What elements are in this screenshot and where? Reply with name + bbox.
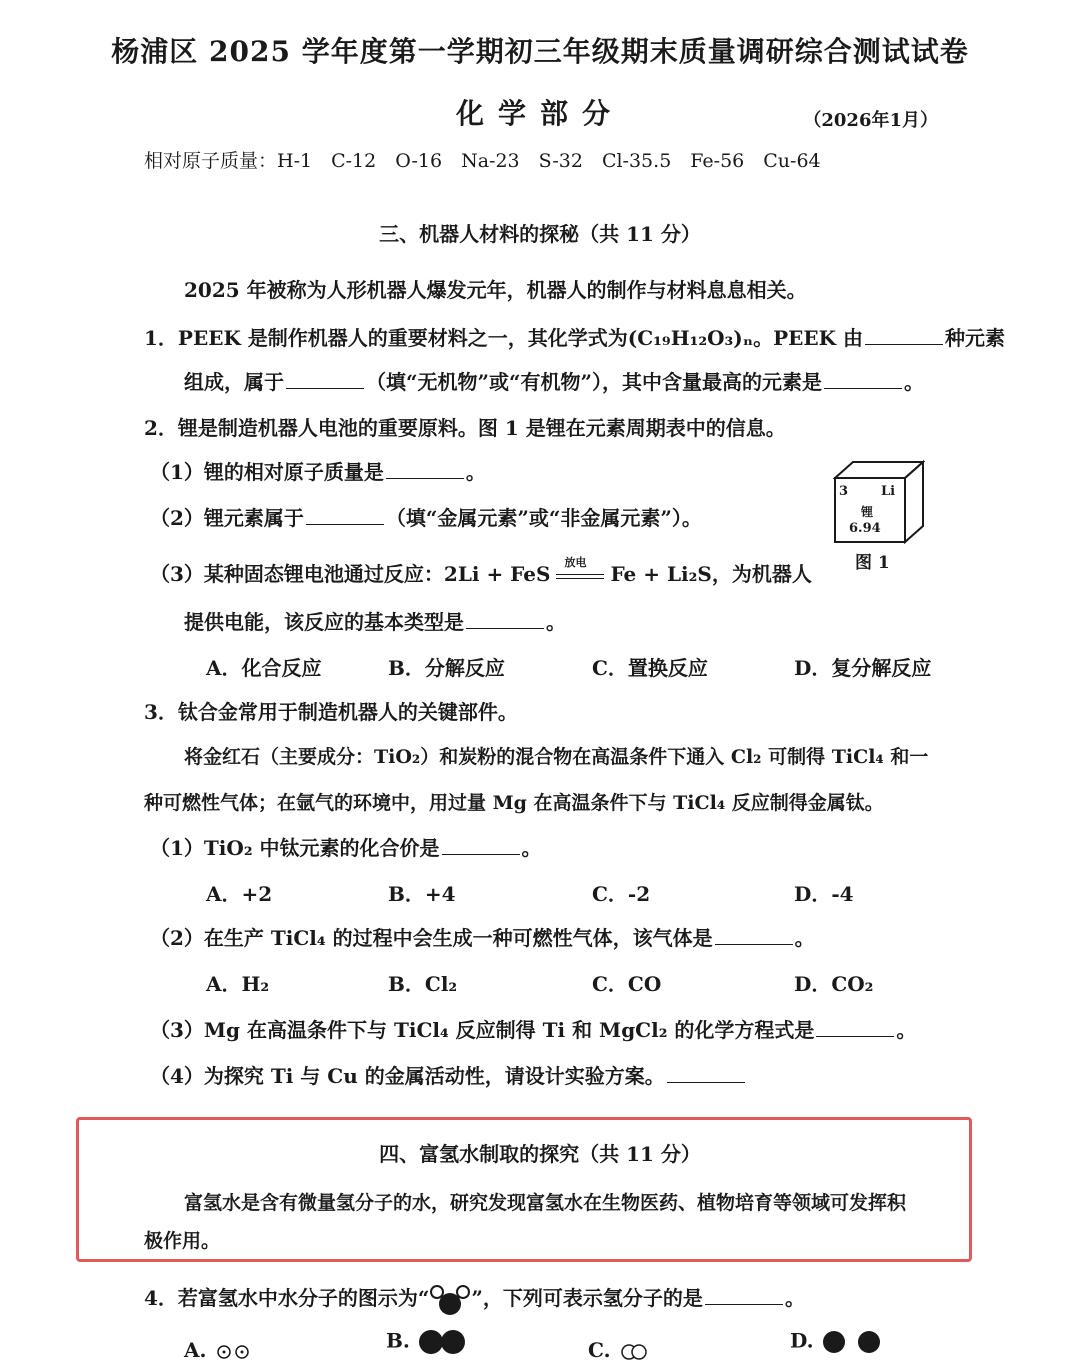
option-a[interactable]: A. bbox=[184, 1338, 253, 1362]
question-1-line2: 组成，属于 （填“无机物”或“有机物”），其中含量最高的元素是 。 bbox=[184, 370, 925, 394]
question-2-stem: 2．锂是制造机器人电池的重要原料。图 1 是锂在元素周期表中的信息。 bbox=[144, 416, 786, 440]
answer-blank[interactable] bbox=[286, 374, 364, 389]
lithium-element-figure bbox=[833, 460, 921, 540]
answer-blank[interactable] bbox=[705, 1290, 783, 1305]
answer-blank[interactable] bbox=[667, 1068, 745, 1083]
section-subtitle: 化学部分 bbox=[455, 97, 624, 130]
option-b[interactable]: B．Cl₂ bbox=[388, 972, 458, 996]
option-a[interactable]: A．化合反应 bbox=[206, 656, 322, 680]
option-d[interactable]: D．复分解反应 bbox=[794, 656, 932, 680]
figure-caption: 图 1 bbox=[855, 553, 890, 573]
question-3-para1: 将金红石（主要成分：TiO₂）和炭粉的混合物在高温条件下通入 Cl₂ 可制得 TiCl₄ 和一 bbox=[184, 746, 929, 768]
question-3-para2: 种可燃性气体；在氩气的环境中，用过量 Mg 在高温条件下与 TiCl₄ 反应制得金属钛。 bbox=[144, 792, 884, 814]
question-2-1: （1）锂的相对原子质量是 。 bbox=[150, 460, 486, 484]
question-3-stem: 3．钛合金常用于制造机器人的关键部件。 bbox=[144, 700, 518, 724]
option-c[interactable]: C. bbox=[588, 1338, 652, 1362]
question-4: 4．若富氢水中水分子的图示为“ ”，下列可表示氢分子的是 。 bbox=[144, 1282, 805, 1316]
two-small-hollow-atoms-icon bbox=[213, 1343, 253, 1361]
section-4-intro-line2: 极作用。 bbox=[144, 1230, 221, 1252]
element-symbol: Li bbox=[881, 484, 896, 499]
section-4-heading: 四、富氢水制取的探究（共 11 分） bbox=[379, 1142, 701, 1166]
question-1-line1: 1．PEEK 是制作机器人的重要材料之一，其化学式为(C₁₉H₁₂O₃)ₙ。PEEK 由 种元素 bbox=[144, 326, 1006, 350]
option-b[interactable]: B．+4 bbox=[388, 882, 456, 906]
answer-blank[interactable] bbox=[865, 330, 943, 345]
question-3-1: （1）TiO₂ 中钛元素的化合价是 。 bbox=[150, 836, 542, 860]
question-3-4: （4）为探究 Ti 与 Cu 的金属活动性，请设计实验方案。 bbox=[150, 1060, 747, 1089]
answer-blank[interactable] bbox=[816, 1022, 894, 1037]
answer-blank[interactable] bbox=[466, 614, 544, 629]
question-2-3-cont: 提供电能，该反应的基本类型是 。 bbox=[184, 610, 566, 634]
option-a[interactable]: A．H₂ bbox=[206, 972, 270, 996]
answer-blank[interactable] bbox=[306, 510, 384, 525]
option-c[interactable]: C．置换反应 bbox=[592, 656, 708, 680]
exam-title: 杨浦区 2025 学年度第一学期初三年级期末质量调研综合测试试卷 bbox=[111, 35, 969, 68]
atomic-mass: 6.94 bbox=[849, 521, 881, 536]
question-2-2: （2）锂元素属于 （填“金属元素”或“非金属元素”）。 bbox=[150, 506, 702, 530]
water-molecule-icon bbox=[429, 1284, 471, 1316]
section-3-heading: 三、机器人材料的探秘（共 11 分） bbox=[379, 222, 701, 246]
option-d[interactable]: D．CO₂ bbox=[794, 972, 874, 996]
atomic-masses: 相对原子质量：H-1 C-12 O-16 Na-23 S-32 Cl-35.5 Fe-56 Cu-64 bbox=[144, 150, 821, 172]
separate-solid-atoms-icon bbox=[821, 1328, 883, 1356]
question-2-3: （3）某种固态锂电池通过反应：2Li + FeS 放电 Fe + Li₂S，为机器人 bbox=[150, 555, 812, 586]
section-3-intro: 2025 年被称为人形机器人爆发元年，机器人的制作与材料息息相关。 bbox=[184, 278, 807, 302]
option-c[interactable]: C．-2 bbox=[592, 882, 651, 906]
section-4-intro-line1: 富氢水是含有微量氢分子的水，研究发现富氢水在生物医药、植物培育等领域可发挥积 bbox=[184, 1192, 907, 1214]
question-3-2: （2）在生产 TiCl₄ 的过程中会生成一种可燃性气体，该气体是 。 bbox=[150, 926, 815, 950]
bonded-hollow-atoms-icon bbox=[618, 1343, 652, 1361]
answer-blank[interactable] bbox=[442, 840, 520, 855]
option-d[interactable]: D. bbox=[790, 1328, 883, 1356]
option-c[interactable]: C．CO bbox=[592, 972, 662, 996]
option-a[interactable]: A．+2 bbox=[206, 882, 273, 906]
reaction-arrow: 放电 bbox=[554, 566, 606, 586]
option-b[interactable]: B. bbox=[386, 1328, 469, 1356]
answer-blank[interactable] bbox=[824, 374, 902, 389]
bonded-solid-atoms-icon bbox=[417, 1328, 469, 1356]
exam-date: （2026年1月） bbox=[803, 110, 938, 131]
option-d[interactable]: D．-4 bbox=[794, 882, 854, 906]
answer-blank[interactable] bbox=[386, 464, 464, 479]
question-3-3: （3）Mg 在高温条件下与 TiCl₄ 反应制得 Ti 和 MgCl₂ 的化学方程式是 。 bbox=[150, 1018, 917, 1042]
answer-blank[interactable] bbox=[715, 930, 793, 945]
option-b[interactable]: B．分解反应 bbox=[388, 656, 505, 680]
element-name: 锂 bbox=[861, 505, 874, 519]
atomic-number: 3 bbox=[839, 484, 849, 499]
